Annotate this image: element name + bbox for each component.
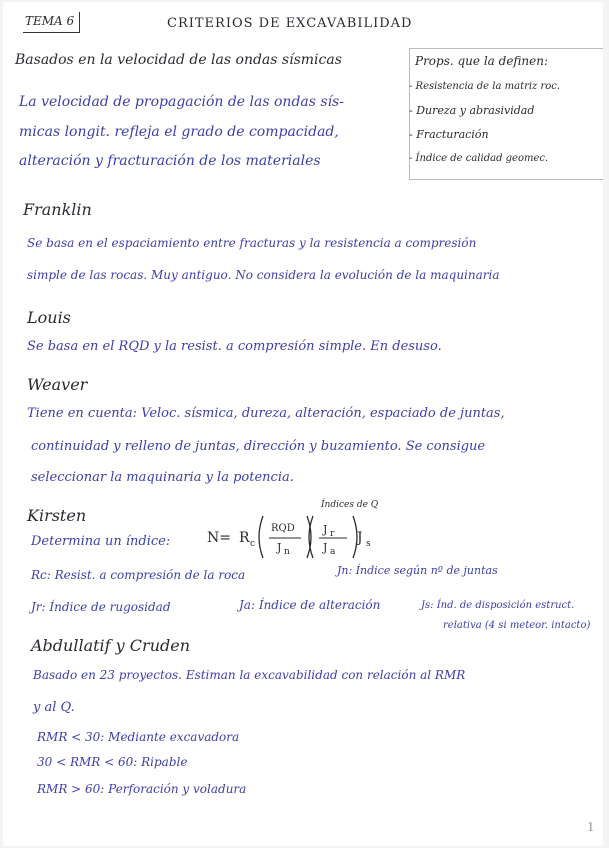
frac2-den: J bbox=[323, 541, 328, 554]
seismic-line-2: micas longit. refleja el grado de compacidad, bbox=[19, 124, 339, 140]
frac2-num-sub: r bbox=[330, 529, 335, 539]
property-item: - Índice de calidad geomec. bbox=[409, 153, 549, 164]
properties-title: Props. que la definen: bbox=[415, 54, 549, 68]
indices-q-note: Índices de Q bbox=[321, 500, 379, 510]
property-item: - Resistencia de la matriz roc. bbox=[409, 81, 561, 92]
notebook-page bbox=[3, 2, 603, 846]
weaver-line-2: continuidad y relleno de juntas, dirección y buzamiento. Se consigue bbox=[31, 439, 486, 454]
abdullatif-line-2: y al Q. bbox=[33, 700, 75, 715]
abdullatif-heading: Abdullatif y Cruden bbox=[31, 636, 191, 655]
formula-rc: R bbox=[239, 530, 250, 546]
def-jr: Jr: Índice de rugosidad bbox=[31, 600, 171, 614]
frac2-num: J bbox=[323, 523, 328, 536]
rule-item: RMR > 60: Perforación y voladura bbox=[37, 782, 247, 796]
formula-lhs: N= bbox=[207, 530, 231, 546]
formula-intro: Determina un índice: bbox=[31, 534, 171, 549]
franklin-heading: Franklin bbox=[23, 200, 92, 219]
franklin-line-1: Se basa en el espaciamiento entre fracturas y la resistencia a compresión bbox=[27, 236, 477, 250]
weaver-line-3: seleccionar la maquinaria y la potencia. bbox=[31, 470, 294, 485]
formula-js: J bbox=[357, 530, 363, 546]
tema-label: TEMA 6 bbox=[25, 14, 75, 28]
rule-item: RMR < 30: Mediante excavadora bbox=[37, 730, 240, 744]
def-rc: Rc: Resist. a compresión de la roca bbox=[31, 568, 246, 582]
frac1-den: J bbox=[277, 541, 282, 554]
property-item: - Fracturación bbox=[409, 128, 489, 141]
seismic-line-1: La velocidad de propagación de las ondas sís- bbox=[19, 94, 344, 110]
weaver-heading: Weaver bbox=[27, 375, 88, 394]
frac1-den-sub: n bbox=[284, 547, 290, 557]
def-jn: Jn: Índice según nº de juntas bbox=[337, 564, 498, 577]
def-ja: Ja: Índice de alteración bbox=[239, 598, 381, 612]
formula-brackets bbox=[257, 514, 367, 560]
rule-item: 30 < RMR < 60: Ripable bbox=[37, 755, 188, 769]
page-number: 1 bbox=[587, 820, 595, 834]
frac1-num: RQD bbox=[271, 523, 295, 534]
louis-heading: Louis bbox=[27, 308, 71, 327]
def-js-line-1: Js: Índ. de disposición estruct. bbox=[421, 600, 575, 611]
kirsten-heading: Kirsten bbox=[27, 506, 87, 525]
property-item: - Dureza y abrasividad bbox=[409, 104, 535, 117]
seismic-line-3: alteración y fracturación de los materiales bbox=[19, 153, 321, 169]
abdullatif-line-1: Basado en 23 proyectos. Estiman la excavabilidad con relación al RMR bbox=[33, 668, 466, 682]
page-title: CRITERIOS DE EXCAVABILIDAD bbox=[167, 16, 413, 31]
franklin-line-2: simple de las rocas. Muy antiguo. No considera la evolución de la maquinaria bbox=[27, 268, 500, 282]
weaver-line-1: Tiene en cuenta: Veloc. sísmica, dureza, alteración, espaciado de juntas, bbox=[27, 406, 505, 421]
formula-js-sub: s bbox=[366, 539, 371, 549]
louis-line: Se basa en el RQD y la resist. a compresión simple. En desuso. bbox=[27, 339, 442, 354]
seismic-heading: Basados en la velocidad de las ondas sísmicas bbox=[15, 52, 342, 68]
def-js-line-2: relativa (4 si meteor. intacto) bbox=[443, 620, 591, 631]
frac2-den-sub: a bbox=[330, 547, 336, 557]
formula-rc-sub: c bbox=[250, 539, 256, 549]
